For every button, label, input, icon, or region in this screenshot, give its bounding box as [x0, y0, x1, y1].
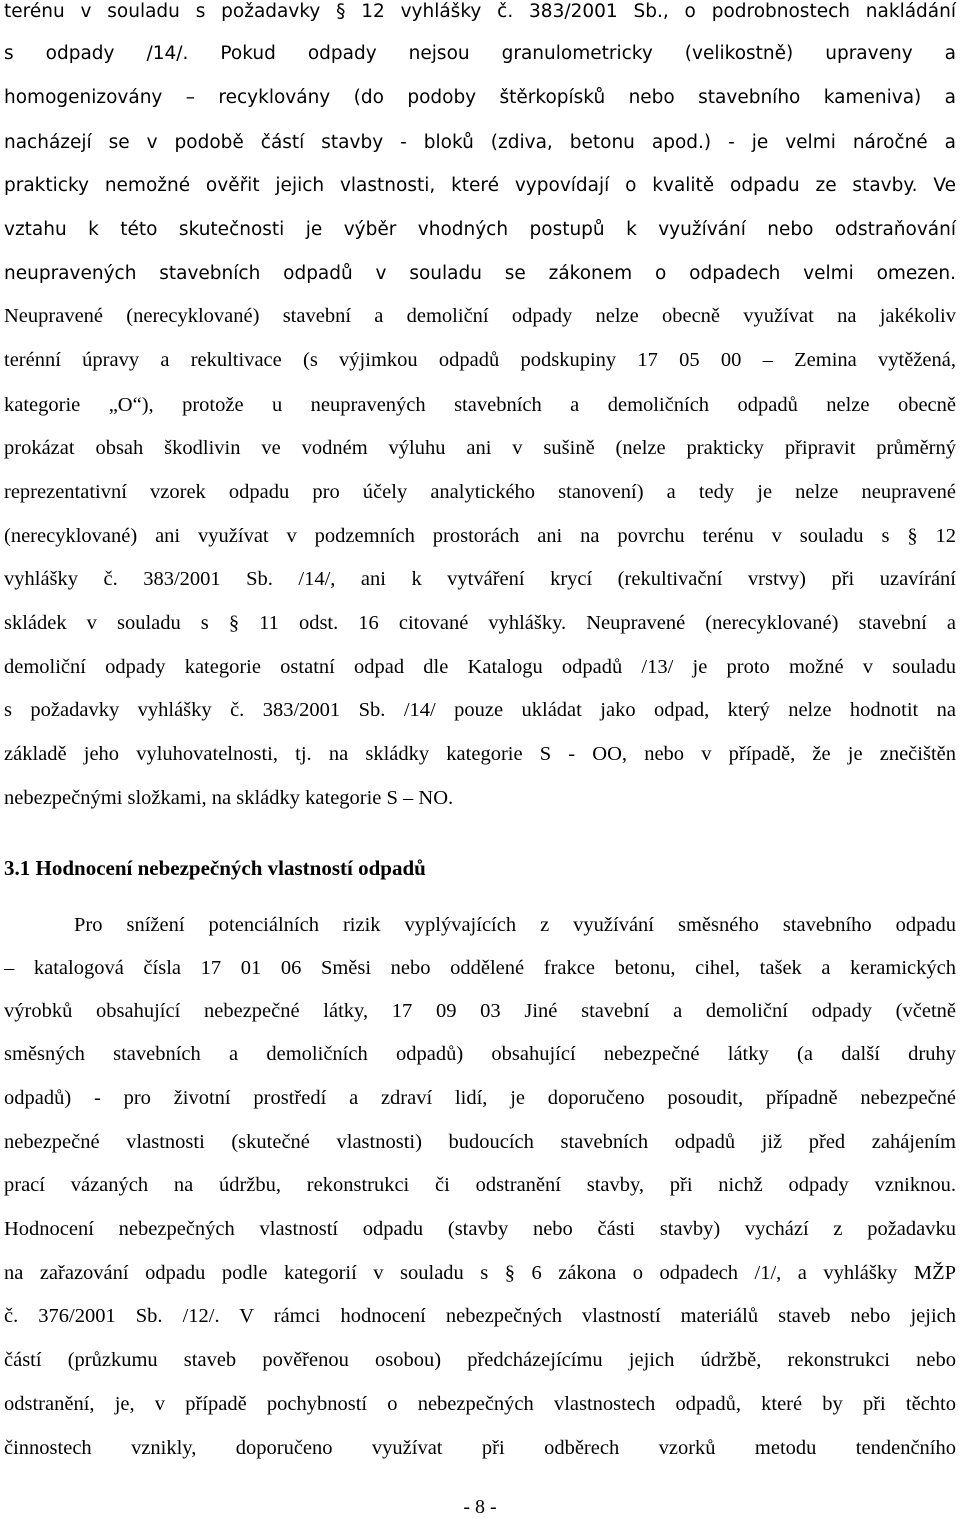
- text-line: odpadů) - pro životní prostředí a zdraví lidí, je doporučeno posoudit, případně nebezpečné: [4, 1087, 956, 1109]
- text-line: činnostech vznikly, doporučeno využívat při odběrech vzorků metodu tendenčního: [4, 1437, 956, 1459]
- text-line: reprezentativní vzorek odpadu pro účely analytického stanovení) a tedy je nelze neupravené: [4, 481, 956, 503]
- text-line: prací vázaných na údržbu, rekonstrukci či odstranění stavby, při nichž odpady vzniknou.: [4, 1174, 956, 1196]
- text-line: – katalogová čísla 17 01 06 Směsi nebo oddělené frakce betonu, cihel, tašek a keramických: [4, 957, 956, 979]
- text-line: na zařazování odpadu podle kategorií v souladu s § 6 zákona o odpadech /1/, a vyhlášky MŽP: [4, 1262, 956, 1284]
- text-line: odstranění, je, v případě pochybností o nebezpečných vlastnostech odpadů, které by při těchto: [4, 1393, 956, 1415]
- text-line: Pro snížení potenciálních rizik vyplývajících z využívání směsného stavebního odpadu: [74, 914, 956, 936]
- text-line: Hodnocení nebezpečných vlastností odpadu (stavby nebo části stavby) vychází z požadavku: [4, 1218, 956, 1240]
- text-line: vztahu k této skutečnosti je výběr vhodných postupů k využívání nebo odstraňování: [4, 219, 956, 240]
- text-line: kategorie „O“), protože u neupravených stavebních a demoličních odpadů nelze obecně: [4, 394, 956, 416]
- text-line: skládek v souladu s § 11 odst. 16 citované vyhlášky. Neupravené (nerecyklované) stavební a: [4, 612, 956, 634]
- text-line: nebezpečné vlastnosti (skutečné vlastnosti) budoucích stavebních odpadů již před zahájením: [4, 1131, 956, 1153]
- text-line: s požadavky vyhlášky č. 383/2001 Sb. /14/ pouze ukládat jako odpad, který nelze hodnotit na: [4, 699, 956, 721]
- page-number: - 8 -: [463, 1496, 497, 1518]
- text-line: prakticky nemožné ověřit jejich vlastnosti, které vypovídají o kvalitě odpadu ze stavby. Ve: [4, 175, 956, 196]
- text-line: demoliční odpady kategorie ostatní odpad dle Katalogu odpadů /13/ je proto možné v souladu: [4, 656, 956, 678]
- text-line: č. 376/2001 Sb. /12/. V rámci hodnocení nebezpečných vlastností materiálů staveb nebo jejich: [4, 1305, 956, 1327]
- text-line: vyhlášky č. 383/2001 Sb. /14/, ani k vytváření krycí (rekultivační vrstvy) při uzavírání: [4, 568, 956, 590]
- text-line: homogenizovány – recyklovány (do podoby štěrkopísků nebo stavebního kameniva) a: [4, 87, 956, 108]
- text-line: s odpady /14/. Pokud odpady nejsou granulometricky (velikostně) upraveny a: [4, 43, 956, 64]
- text-line: nebezpečnými složkami, na skládky kategorie S – NO.: [4, 787, 454, 809]
- section-heading: 3.1 Hodnocení nebezpečných vlastností odpadů: [4, 856, 426, 880]
- text-line: výrobků obsahující nebezpečné látky, 17 09 03 Jiné stavební a demoliční odpady (včetně: [4, 1000, 956, 1022]
- text-line: (nerecyklované) ani využívat v podzemních prostorách ani na povrchu terénu v souladu s § 12: [4, 525, 956, 547]
- text-line: prokázat obsah škodlivin ve vodném výluhu ani v sušině (nelze prakticky připravit průměrný: [4, 437, 956, 459]
- text-line: terénní úpravy a rekultivace (s výjimkou odpadů podskupiny 17 05 00 – Zemina vytěžená,: [4, 349, 956, 371]
- text-line: Neupravené (nerecyklované) stavební a demoliční odpady nelze obecně využívat na jakékoliv: [4, 305, 956, 327]
- text-line: neupravených stavebních odpadů v souladu se zákonem o odpadech velmi omezen.: [4, 263, 956, 284]
- text-line: terénu v souladu s požadavky § 12 vyhlášky č. 383/2001 Sb., o podrobnostech nakládání: [4, 1, 956, 22]
- text-line: nacházejí se v podobě částí stavby - bloků (zdiva, betonu apod.) - je velmi náročné a: [4, 132, 956, 153]
- text-line: základě jeho vyluhovatelnosti, tj. na skládky kategorie S - OO, nebo v případě, že je znečištěn: [4, 743, 956, 765]
- text-line: směsných stavebních a demoličních odpadů) obsahující nebezpečné látky (a další druhy: [4, 1043, 956, 1065]
- text-line: částí (průzkumu staveb pověřenou osobou) předcházejícímu jejich údržbě, rekonstrukci nebo: [4, 1349, 956, 1371]
